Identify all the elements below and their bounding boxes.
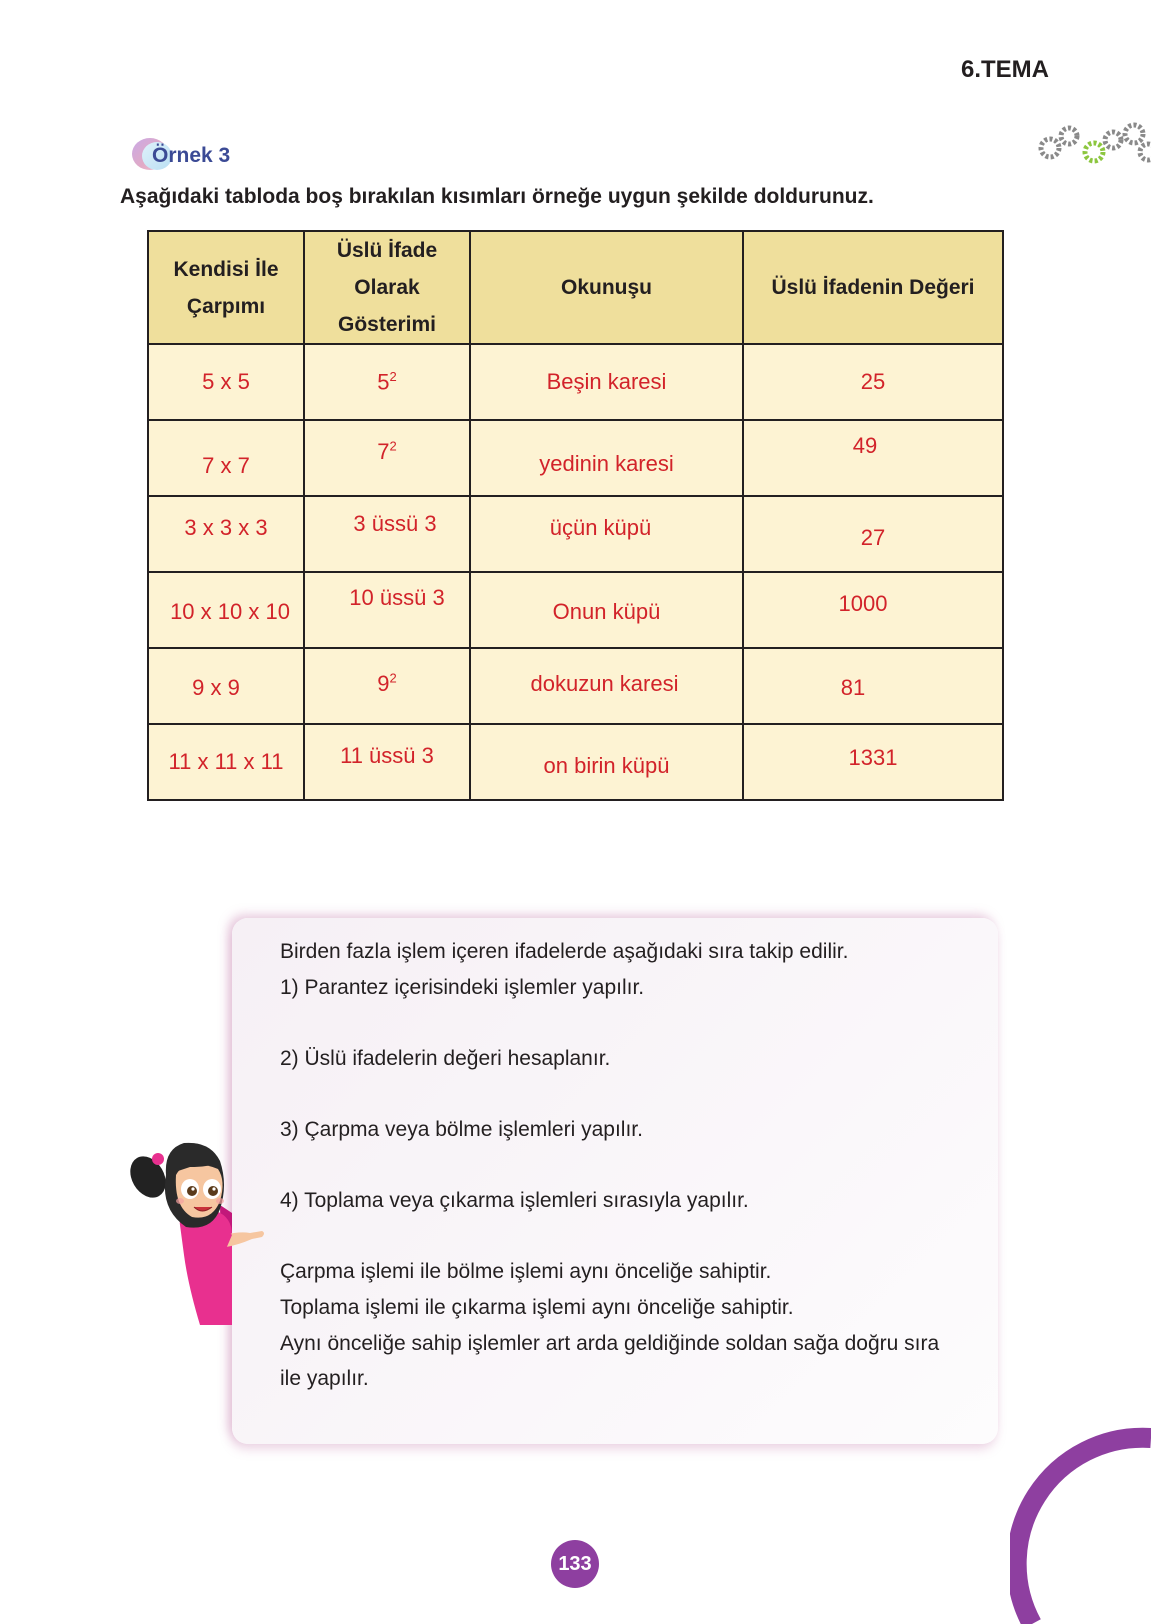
girl-character-illustration	[128, 1135, 278, 1325]
header-line: Üslü İfadenin Değeri	[771, 276, 975, 299]
cell-text: 3 x 3 x 3	[184, 515, 268, 540]
header-line: Gösterimi	[337, 313, 437, 336]
table-row	[148, 344, 1003, 420]
cell-text: 7 x 7	[202, 453, 250, 478]
table-row	[148, 724, 1003, 800]
header-reading	[470, 231, 743, 344]
cell-notation	[304, 724, 470, 800]
cell-notation	[304, 648, 470, 724]
info-note: ile yapılır.	[280, 1367, 369, 1390]
cell-product: 11 x 11 x 11	[148, 724, 304, 800]
info-note: Çarpma işlemi ile bölme işlemi aynı önceliğe sahiptir.	[280, 1260, 772, 1283]
cell-value	[743, 572, 1003, 648]
instruction-text: Aşağıdaki tabloda boş bırakılan kısımları örneğe uygun şekilde doldurunuz.	[120, 185, 874, 208]
cell-product	[148, 496, 304, 572]
header-line: Kendisi İle	[173, 257, 279, 281]
cell-reading: Beşin karesi	[470, 344, 743, 420]
header-line: Üslü İfade	[336, 239, 438, 262]
cell-value	[743, 648, 1003, 724]
table-header-row	[148, 231, 1003, 344]
example-label: Örnek 3	[152, 144, 231, 167]
header-line: Çarpımı	[186, 294, 266, 318]
cell-value	[743, 420, 1003, 496]
cell-text: on birin küpü	[543, 753, 670, 778]
example-tag	[130, 136, 270, 172]
cell-text: 1000	[838, 591, 888, 616]
cell-product: 5 x 5	[148, 344, 304, 420]
info-step: 1) Parantez içerisindeki işlemler yapılır.	[280, 976, 645, 999]
cell-reading	[470, 420, 743, 496]
page-number: 133	[551, 1540, 599, 1588]
cell-value	[743, 496, 1003, 572]
header-line: Okunuşu	[560, 276, 652, 299]
info-note: Toplama işlemi ile çıkarma işlemi aynı önceliğe sahiptir.	[280, 1296, 794, 1319]
cell-text: 81	[840, 675, 866, 700]
header-product	[148, 231, 304, 344]
cell-product	[148, 420, 304, 496]
theme-label: 6.TEMA	[960, 56, 1049, 83]
cell-notation	[304, 572, 470, 648]
cell-text: Onun küpü	[552, 599, 661, 624]
cell-product	[148, 648, 304, 724]
notation-exponent: 2	[389, 438, 397, 454]
cell-reading	[470, 724, 743, 800]
cell-notation	[304, 420, 470, 496]
decorative-arc	[1010, 1420, 1151, 1624]
exponent-table	[147, 230, 1004, 801]
notation-base: 5	[377, 369, 390, 395]
cell-product	[148, 572, 304, 648]
cell-text: 10 üssü 3	[349, 585, 445, 610]
cell-notation	[304, 344, 470, 420]
notation-group	[377, 671, 396, 696]
header-line: Olarak	[354, 276, 420, 299]
info-note: Aynı önceliğe sahip işlemler art arda geldiğinde soldan sağa doğru sıra	[280, 1332, 940, 1355]
cell-notation	[304, 496, 470, 572]
cell-text: 27	[860, 525, 886, 550]
cell-reading	[470, 572, 743, 648]
info-intro: Birden fazla işlem içeren ifadelerde aşağıdaki sıra takip edilir.	[280, 940, 849, 963]
cell-text: üçün küpü	[549, 515, 652, 540]
gears-icon	[1038, 122, 1151, 170]
header-value	[743, 231, 1003, 344]
cell-text: dokuzun karesi	[530, 671, 679, 696]
table-row	[148, 648, 1003, 724]
cell-text: 1331	[848, 745, 898, 770]
cell-text: 49	[852, 433, 878, 458]
cell-reading	[470, 648, 743, 724]
cell-value: 25	[743, 344, 1003, 420]
cell-text: 9 x 9	[192, 675, 240, 700]
info-step: 3) Çarpma veya bölme işlemleri yapılır.	[280, 1118, 643, 1141]
table-row	[148, 496, 1003, 572]
notation-exponent: 2	[389, 670, 397, 686]
table-row	[148, 420, 1003, 496]
table-row	[148, 572, 1003, 648]
notation-base: 9	[377, 671, 390, 697]
cell-text: 10 x 10 x 10	[170, 599, 290, 624]
info-step: 4) Toplama veya çıkarma işlemleri sırasıyla yapılır.	[280, 1189, 749, 1212]
cell-value	[743, 724, 1003, 800]
notation-base: 7	[377, 439, 390, 465]
header-notation	[304, 231, 470, 344]
cell-reading	[470, 496, 743, 572]
cell-text: 11 üssü 3	[340, 743, 434, 768]
notation-group	[377, 439, 396, 464]
cell-text: yedinin karesi	[539, 451, 674, 476]
cell-text: 3 üssü 3	[353, 511, 437, 536]
notation-exponent: 2	[389, 368, 397, 384]
info-step: 2) Üslü ifadelerin değeri hesaplanır.	[280, 1047, 611, 1070]
